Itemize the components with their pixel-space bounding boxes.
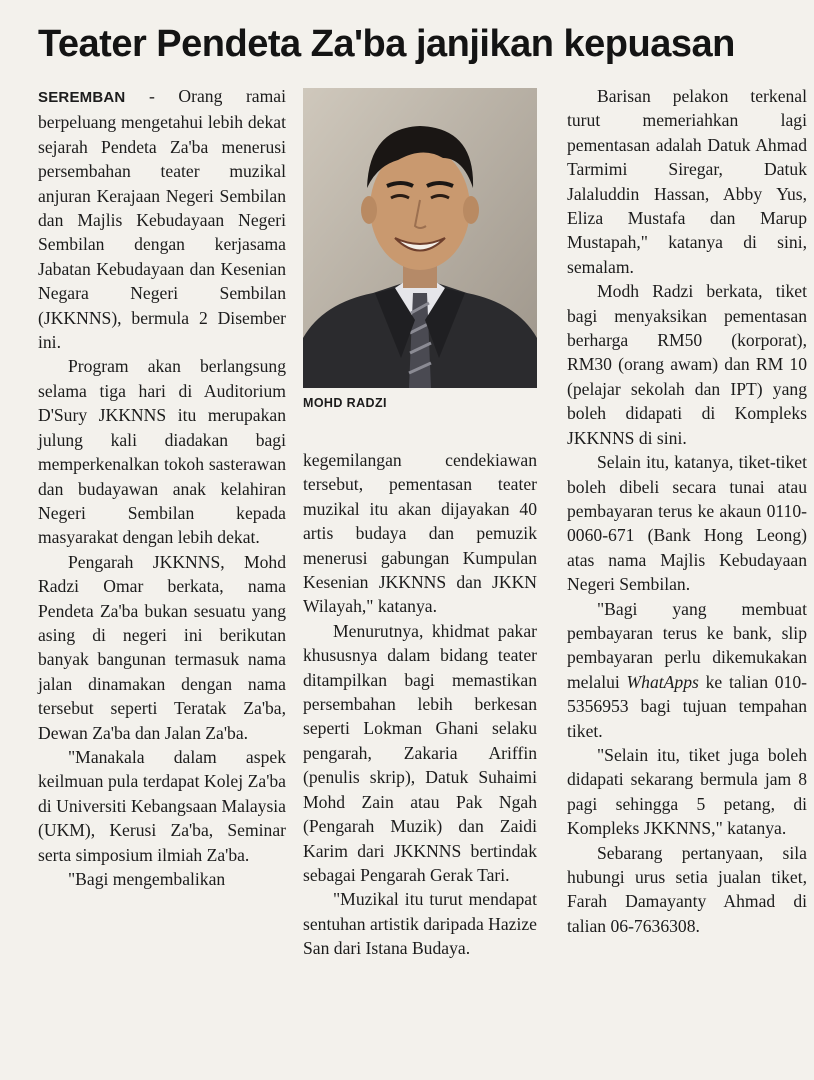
column-2 xyxy=(303,448,537,961)
headline: Teater Pendeta Za'ba janjikan kepuasan xyxy=(38,23,735,65)
paragraph: Selain itu, katanya, tiket-tiket boleh dibeli secara tunai atau pembayaran terus ke akaun 0110-0060-671 (Bank Hong Leong) atas nama Majlis Kebudayaan Negeri Sembilan. xyxy=(567,452,807,595)
dateline: SEREMBAN xyxy=(38,89,126,106)
paragraph: Pengarah JKKNNS, Mohd Radzi Omar berkata, nama Pendeta Za'ba bukan sesuatu yang asing di negeri ini berikutan banyak bangunan termasuk nama jalan dinamakan dengan nama tersebut seperti Teratak Za'ba, Dewan Za'ba dan Jalan Za'ba. xyxy=(38,551,286,743)
paragraph: Program akan berlangsung selama tiga hari di Auditorium D'Sury JKKNNS itu merupakan julung kali diadakan bagi memperkenalkan tokoh sasterawan dan budayawan anak kelahiran Negeri Sembilan kepada masyarakat dengan lebih dekat. xyxy=(38,356,286,548)
column-3 xyxy=(567,84,807,938)
paragraph: "Selain itu, tiket juga boleh didapati sekarang bermula jam 8 pagi sehingga 5 petang, di Kompleks JKKNNS," katanya. xyxy=(567,744,807,839)
paragraph-text: "Bagi yang membuat pembayaran terus ke bank, slip pembayaran perlu dikemukakan melalui xyxy=(567,598,807,692)
lead-text: - Orang ramai berpeluang mengetahui lebih dekat sejarah Pendeta Za'ba menerusi persembahan teater muzikal anjuran Kerajaan Negeri Sembilan dan Majlis Kebudayaan Negeri Sembilan dengan kerjasama Jabatan Kebudayaan dan Kesenian Negara Negeri Sembilan (JKKNNS), bermula 2 Disember ini. xyxy=(38,86,286,353)
paragraph-text: ke talian 010-5356953 bagi tujuan tempahan tiket. xyxy=(567,671,808,741)
paragraph: kegemilangan cendekiawan tersebut, pementasan teater muzikal itu akan dijayakan 40 artis budaya dan pemuzik menerusi gabungan Kumpulan Kesenian JKKNNS dan JKKN Wilayah," katanya. xyxy=(303,450,537,617)
portrait-photo xyxy=(303,88,537,388)
paragraph: "Muzikal itu turut mendapat sentuhan artistik daripada Hazize San dari Istana Budaya. xyxy=(303,889,537,959)
photo-caption: MOHD RADZI xyxy=(303,396,387,410)
paragraph: Barisan pelakon terkenal turut memeriahkan lagi pementasan adalah Datuk Ahmad Tarmimi Siregar, Datuk Jalaluddin Hassan, Abby Yus, Eliza Mustafa dan Marup Mustapah," katanya di sini, semalam. xyxy=(567,86,807,277)
paragraph xyxy=(38,84,286,354)
paragraph xyxy=(567,597,807,743)
paragraph: Sebarang pertanyaan, sila hubungi urus setia jualan tiket, Farah Damayanty Ahmad di talian 06-7636308. xyxy=(567,842,807,936)
column-1 xyxy=(38,84,286,891)
paragraph: Menurutnya, khidmat pakar khususnya dalam bidang teater ditampilkan bagi memastikan persembahan lebih berkesan seperti Lokman Ghani selaku pengarah, Zakaria Ariffin (penulis skrip), Datuk Suhaimi Mohd Zain atau Pak Ngah (Pengarah Muzik) dan Zaidi Karim dari JKKNNS bertindak sebagai Pengarah Gerak Tari. xyxy=(303,620,537,885)
paragraph: "Bagi mengembalikan xyxy=(68,869,226,889)
paragraph: Modh Radzi berkata, tiket bagi menyaksikan pementasan berharga RM50 (korporat), RM30 (orang awam) dan RM 10 (pelajar sekolah dan IPT) yang boleh didapati di Kompleks JKKNNS di sini. xyxy=(567,281,807,448)
app-name: WhatApps xyxy=(626,671,699,692)
paragraph: "Manakala dalam aspek keilmuan pula terdapat Kolej Za'ba di Universiti Kebangsaan Malaysia (UKM), Kerusi Za'ba, Seminar serta simposium ilmiah Za'ba. xyxy=(38,746,286,865)
